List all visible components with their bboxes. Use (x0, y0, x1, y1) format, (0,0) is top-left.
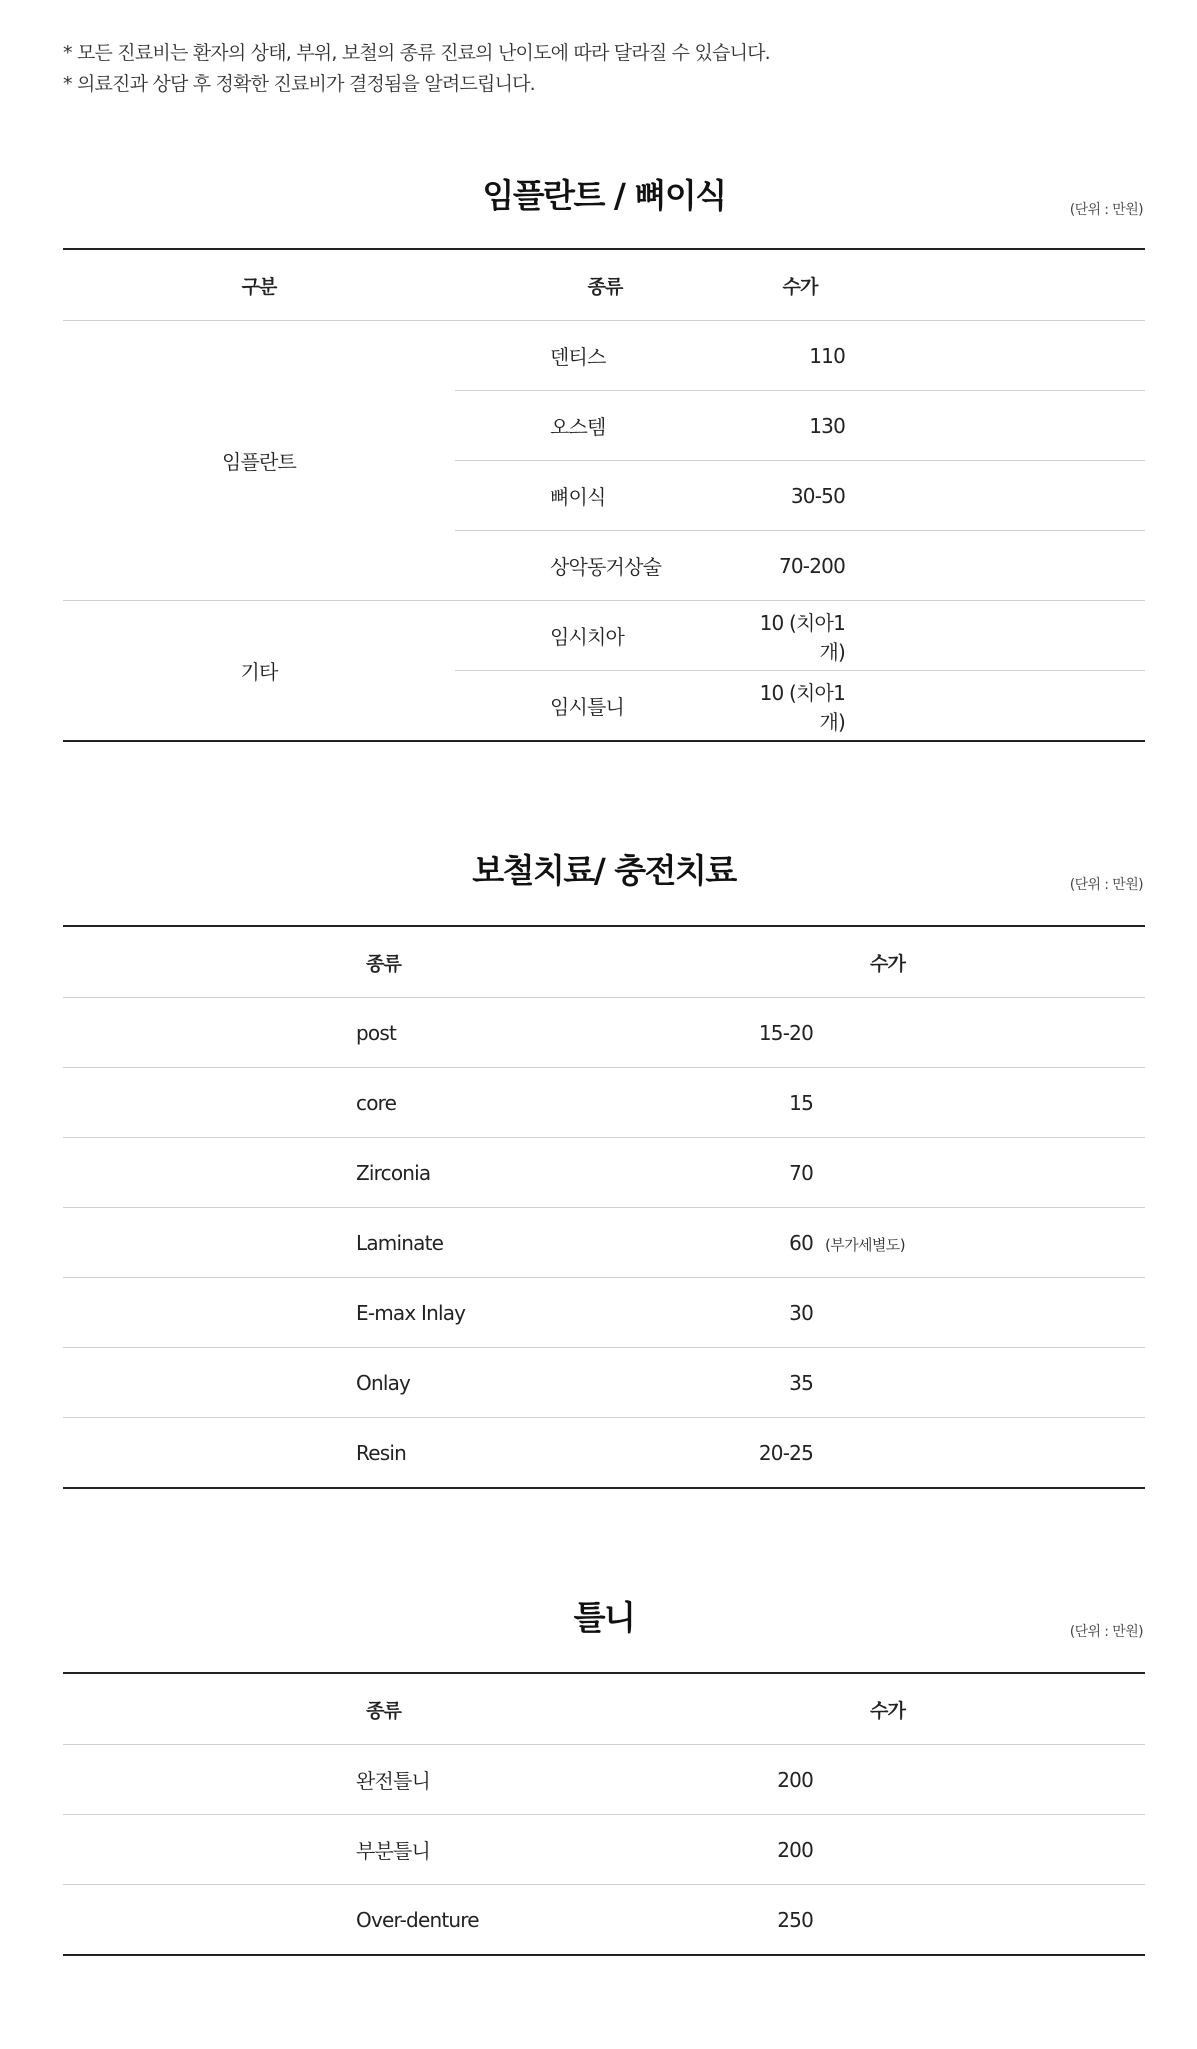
group-category: 임플란트 (63, 321, 455, 601)
denture-price-table (63, 1672, 1145, 1956)
item-type: 상악동거상술 (455, 531, 755, 601)
header-type: 종류 (63, 926, 613, 998)
item-price: 30-50 (755, 461, 845, 531)
item-price: 250 (777, 1907, 813, 1932)
unit-label: (단위 : 만원) (1069, 877, 1143, 893)
table-header-row (63, 926, 1145, 998)
item-type: 오스템 (455, 391, 755, 461)
table-row (63, 1278, 1145, 1348)
table-row (63, 1745, 1145, 1815)
item-price: 70 (613, 1138, 813, 1208)
table-row (63, 321, 1145, 391)
table-header-row (63, 1673, 1145, 1745)
price-notes (63, 38, 770, 100)
item-type: 부분틀니 (63, 1815, 613, 1885)
item-price: 35 (613, 1348, 813, 1418)
note-line: * 의료진과 상담 후 정확한 진료비가 결정됨을 알려드립니다. (63, 73, 535, 95)
item-type: core (63, 1068, 613, 1138)
denture-section (63, 1592, 1145, 1962)
table-row (63, 1068, 1145, 1138)
item-type: Over-denture (356, 1907, 479, 1932)
section-title: 틀니 (573, 1598, 635, 1637)
item-type: 임시틀니 (550, 695, 625, 719)
item-type: 뼈이식 (455, 461, 755, 531)
header-price: 수가 (613, 1673, 1145, 1745)
item-type: Onlay (63, 1348, 613, 1418)
item-price: 20-25 (758, 1440, 813, 1465)
item-type: Zirconia (63, 1138, 613, 1208)
table-row (63, 998, 1145, 1068)
group-category: 기타 (240, 660, 278, 684)
table-row (63, 1885, 1145, 1956)
table-row (63, 1815, 1145, 1885)
header-category: 구분 (63, 249, 455, 321)
header-type: 종류 (455, 249, 755, 321)
header-price: 수가 (613, 926, 1145, 998)
item-price: 110 (755, 321, 845, 391)
item-note: (부가세별도) (825, 1235, 905, 1254)
item-price: 200 (613, 1815, 813, 1885)
item-type: Resin (356, 1440, 406, 1465)
item-price: 70-200 (755, 531, 845, 601)
section-title: 보철치료/ 충전치료 (472, 851, 736, 890)
item-price: 15 (613, 1068, 813, 1138)
item-price: 15-20 (613, 998, 813, 1068)
header-type: 종류 (63, 1673, 613, 1745)
item-price: 60 (613, 1208, 813, 1278)
item-type: 완전틀니 (63, 1745, 613, 1815)
item-type: 덴티스 (455, 321, 755, 391)
table-row (63, 601, 1145, 671)
table-header-row (63, 249, 1145, 321)
item-price: 10 (치아1개) (755, 601, 845, 671)
table-row (63, 1138, 1145, 1208)
prosthetic-section (63, 845, 1145, 1490)
item-type: Laminate (63, 1208, 613, 1278)
header-price: 수가 (755, 249, 845, 321)
table-row (63, 1208, 1145, 1278)
item-type: 임시치아 (455, 601, 755, 671)
implant-section (63, 170, 1145, 745)
item-type: E-max Inlay (63, 1278, 613, 1348)
table-row (63, 1418, 1145, 1489)
prosthetic-price-table (63, 925, 1145, 1489)
item-type: post (63, 998, 613, 1068)
table-row (63, 1348, 1145, 1418)
item-price: 10 (치아1개) (759, 680, 845, 734)
item-price: 130 (755, 391, 845, 461)
unit-label: (단위 : 만원) (1069, 202, 1143, 218)
unit-label: (단위 : 만원) (1069, 1624, 1143, 1640)
implant-price-table (63, 248, 1145, 742)
item-price: 200 (613, 1745, 813, 1815)
item-price: 30 (613, 1278, 813, 1348)
note-line: * 모든 진료비는 환자의 상태, 부위, 보철의 종류 진료의 난이도에 따라 달라질 수 있습니다. (63, 42, 770, 64)
section-title: 임플란트 / 뼈이식 (482, 176, 726, 215)
